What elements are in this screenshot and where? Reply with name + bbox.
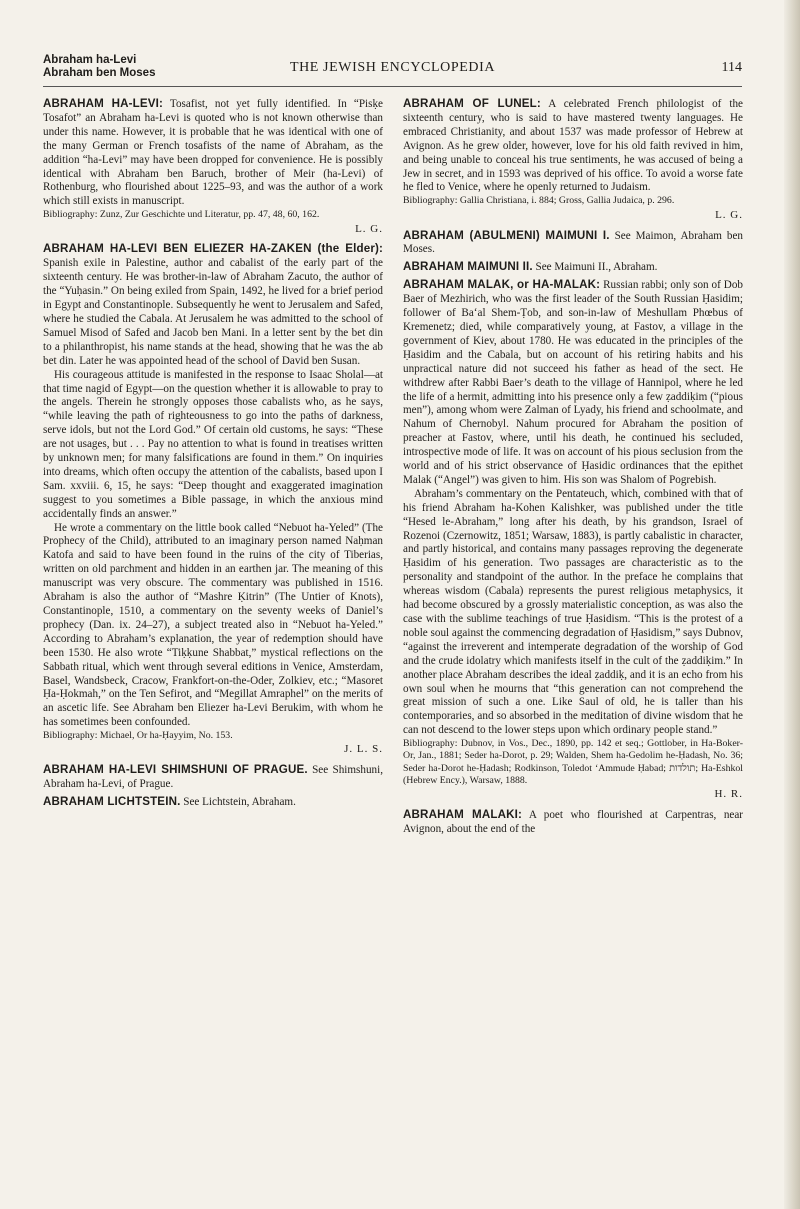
entry-paragraph: He wrote a commentary on the little book called “Nebuot ha-Yeled” (The Prophecy of the Child), attributed to an imaginary person named Naḥman Katofa and said to have been found in the ruins of the city of Tiberias, written on old parchment and hidden in an earthen jar. The meaning of this manuscript was very obscure. The commentary was published in 1516. Abraham is also the author of “Mashre Ḳitrin” (The Untier of Knots), Constantinople, 1510, a commentary on the seventy weeks of Daniel’s prophecy (Dan. ix. 24–27), a subject treated also in “Nebuot ha-Yeled.” According to Abraham’s explanation, the year of redemption should have been 1530. He also wrote “Tiḳḳune Shabbat,” mystical reflections on the Sabbath ritual, which went through several editions in Venice, Amsterdam, Basel, Wandsbeck, Cracow, Frankfort-on-the-Oder, Zolkiev, etc.; “Masoret Ḥa-Ḥokmah,” on the Ten Sefirot, and “Megillat Amraphel” on the merits of an ascetic life. See Abraham ben Eliezer ha-Levi Berukim, with whom he has sometimes been confounded. xyxy=(43,521,383,729)
entry-abraham-of-lunel xyxy=(403,97,743,223)
entry-paragraph: His courageous attitude is manifested in the response to Isaac Sholal—at that time nagid of Egypt—on the question whether it is allowable to pray to the angels. Therein he strongly opposes those cabalists who, as he says, “while leaving the path of righteousness to go into the paths of darkness, serve idols, but not the Lord God.” Of certain old customs, he says: “These are not usages, but . . . Pay no attention to what is found in treatises written by unknown men; for many falsifications are found in them.” On inquiries into dreams, which often occupy the attention of the cabalists, based upon I Sam. xxviii. 6, 15, he says: “Deep thought and exaggerated imagination suggest to you sometimes a Bible passage, in which the anxious mind accidentally finds an answer.” xyxy=(43,368,383,520)
entry-text: Russian rabbi; only son of Dob Baer of Mezhirich, who was the first leader of the South Russian Ḥasidim; follower of Ba‘al Shem-Ṭob, and son-in-law of Meshullam Phœbus of Kremenetz; died, while comparatively young, at Fastov, a village in the government of Kiev, about 1780. He was educated in the principles of the Ḥasidim and the Cabala, but on account of his retiring habits and his unpractical nature did not succeed his father as head of the sect. He withdrew after Rabbi Baer’s death to the village of Hannipol, where he led the life of a hermit, admitting into his presence only a few ẓaddiḳim (“pious men”), among whom were Zalman of Lyady, his friend and schoolmate, and Nahum of Chernobyl. Nahum procured for Abraham the position of preacher at Fastov, where, until his death, he continued his secluded, introspective mode of life. It was on account of his pious seclusion from the world and of his strict observance of Ḥasidic ordinances that the epithet Malak (“Angel”) was given to him. His son was Shalom of Pogrebish. xyxy=(403,279,743,486)
cross-reference: See Shimshuni, Abraham ha-Levi, of Prague. xyxy=(43,764,383,791)
entry-text: A poet who flourished at Carpentras, near Avignon, about the end of the xyxy=(403,809,743,836)
page-edge-shadow xyxy=(784,0,800,1209)
entry-abraham-ha-levi xyxy=(43,97,383,236)
entry-abraham-maimuni-i xyxy=(403,229,743,258)
cross-reference: See Maimon, Abraham ben Moses. xyxy=(403,229,743,256)
bibliography: Bibliography: Zunz, Zur Geschichte und Literatur, pp. 47, 48, 60, 162. xyxy=(43,209,320,221)
author-signature: L. G. xyxy=(715,208,743,221)
entry-headword: ABRAHAM MALAKI: xyxy=(403,808,523,822)
entry-abraham-malaki xyxy=(403,808,743,837)
cross-reference: See Maimuni II., Abraham. xyxy=(532,261,658,274)
left-column xyxy=(43,97,383,813)
author-signature: J. L. S. xyxy=(344,743,383,756)
header-rule xyxy=(43,86,742,87)
entry-text: Spanish exile in Palestine, author and cabalist of the early part of the sixteenth century. He was brother-in-law of Abraham Zacuto, the author of the “Yuḥasin.” On being exiled from Spain, 1492, he lived for a brief period in Egypt and Constantinople. Subsequently he went to Jerusalem and Safed, where he studied the Cabala. At Jerusalem he was admitted to the school of Samuel Misod of Safed and Jacob ben Mani. In a letter sent by the bet din to a philanthropist, his name stands at the head, showing that he was the ab bet din. Later he was appointed head of the school of David ben Susan. xyxy=(43,257,383,367)
entry-headword: ABRAHAM HA-LEVI: xyxy=(43,97,164,110)
entry-headword: ABRAHAM HA-LEVI SHIMSHUNI OF PRAGUE. xyxy=(43,763,308,777)
cross-reference: See Lichtstein, Abraham. xyxy=(180,796,296,809)
entry-abraham-ha-levi-shimshuni xyxy=(43,763,383,792)
header-catchword-last: Abraham ben Moses xyxy=(43,66,156,79)
page-number: 114 xyxy=(721,60,742,75)
entry-headword: ABRAHAM MALAK, or HA-MALAK: xyxy=(403,278,601,292)
header-catchword-first: Abraham ha-Levi xyxy=(43,54,137,66)
bibliography: Bibliography: Dubnov, in Vos., Dec., 1890, pp. 142 et seq.; Gottlober, in Ha-Boker-Or, Jan., 1881; Seder ha-Dorot, p. 29; Walden, Shem ha-Gedolim he-Ḥadash, No. 36; Seder ha-Dorot he-Ḥadash; Rodkinson, Toledot ‘Ammude Ḥabad; תולדות; Ha-Eshkol (Hebrew Ency.), Warsaw, 1888. xyxy=(403,738,744,787)
entry-text: Tosafist, not yet fully identified. In “Pisḳe Tosafot” an Abraham ha-Levi is quoted who is not known otherwise than under this name. However, it is probable that he was identical with one of the many German or French tosafists of the name of Abraham, as the addition “ha-Levi” may have been dropped for convenience. He is possibly identical with Abraham ben Baruch, brother of Meir (ha-Levi) of Rothenburg, who flourished about 1225–93, and was the author of a work which still exists in manuscript. xyxy=(43,98,383,208)
author-signature: H. R. xyxy=(714,788,743,801)
entry-headword: ABRAHAM HA-LEVI BEN ELIEZER HA-ZAKEN (the Elder): xyxy=(43,242,383,256)
entry-headword: ABRAHAM OF LUNEL: xyxy=(403,97,541,110)
running-header xyxy=(43,50,742,82)
entry-abraham-lichtstein xyxy=(43,795,383,810)
entry-headword: ABRAHAM (ABULMENI) MAIMUNI I. xyxy=(403,228,610,242)
right-column xyxy=(403,97,743,839)
header-title: THE JEWISH ENCYCLOPEDIA xyxy=(289,60,496,75)
entry-abraham-malak xyxy=(403,278,743,802)
entry-abraham-maimuni-ii xyxy=(403,260,743,275)
bibliography: Bibliography: Gallia Christiana, i. 884; Gross, Gallia Judaica, p. 296. xyxy=(403,195,675,207)
entry-paragraph: Abraham’s commentary on the Pentateuch, which, combined with that of his friend Abraham ha-Kohen Kalishker, was published under the title “Hesed le-Abraham,” long after his death, by his grandson, Israel of Rozenoi (Czernowitz, 1851; Warsaw, 1883), is partly cabalistic in character, and partly historical, and contains many passages reproving the degenerate Ḥasidim of his generation. Two passages are characteristic as to the personality and standpoint of the author. In the preface he complains that whereas wisdom (Cabala) represents the purest religious metaphysics, it had become obscured by a grossly materialistic conception, as was also the case with the sublime teachings of true Ḥasidism. “This is the protest of a noble soul against the commencing degradation of Ḥasidism,” says Dubnov, “against the irreverent and intemperate degradation of the worship of God and the crude idolatry which manifests itself in the cult of the ẓaddiḳim.” In another place Abraham describes the ideal ẓaddiḳ, and it is an echo from his own soul when he mourns that “this generation can not comprehend the great mission of such a one. Like Saul of old, he is taller than his contemporaries, and so absorbed in the meditation of divine wisdom that he can not descend to the lower steps upon which ordinary people stand.” xyxy=(403,487,743,737)
entry-text: A celebrated French philologist of the sixteenth century, who is said to have mastered twenty languages. He embraced Christianity, and about 1537 was made professor of Hebrew at Avignon. As he grew older, however, love for his old faith revived in him, and being unable to conceal his true sentiments, he was accused of being a Jew in secret, and in 1593 was deprived of his office. To avoid a worse fate he fled to Venice, where he openly returned to Judaism. xyxy=(403,98,743,194)
entry-abraham-ha-levi-ben-eliezer xyxy=(43,242,383,757)
bibliography: Bibliography: Michael, Or ha-Ḥayyim, No. 153. xyxy=(43,730,233,742)
entry-headword: ABRAHAM LICHTSTEIN. xyxy=(43,795,181,809)
entry-headword: ABRAHAM MAIMUNI II. xyxy=(403,260,533,274)
author-signature: L. G. xyxy=(355,222,383,235)
